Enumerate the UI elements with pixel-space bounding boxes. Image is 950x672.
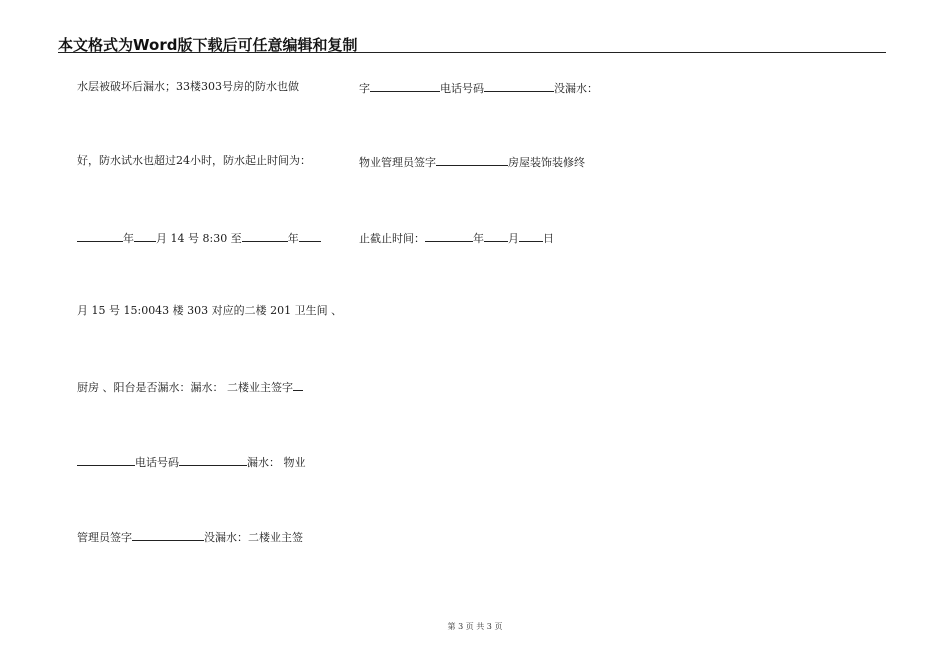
blank-deadline-year (425, 230, 473, 242)
left-line-5 (77, 379, 303, 395)
left-line-1 (77, 80, 299, 94)
deadline-year-label: 年 (473, 232, 484, 245)
blank-year-2 (242, 230, 288, 242)
phone-label-2: 电话号码 (440, 82, 484, 95)
right-line-2 (359, 154, 585, 170)
right-line-1-rest: 没漏水： (554, 82, 598, 95)
blank-year-1 (77, 230, 123, 242)
left-line-7-rest: 没漏水：二楼业主签 (204, 531, 303, 544)
left-line-3 (77, 230, 321, 246)
blank-deadline-month (484, 230, 508, 242)
left-line-6 (77, 454, 306, 470)
blank-manager-sign-2 (436, 154, 508, 166)
left-line-2 (77, 154, 311, 168)
document-header-title: 本文格式为Word版下载后可任意编辑和复制 (58, 36, 358, 54)
manager-sign-label-1: 管理员签字 (77, 531, 132, 544)
blank-deadline-day (519, 230, 543, 242)
right-line-1-char: 字 (359, 82, 370, 95)
blank-phone-2 (484, 80, 554, 92)
phone-label-1: 电话号码 (135, 456, 179, 469)
year-label-1: 年 (123, 232, 134, 245)
blank-manager-sign-1 (132, 529, 204, 541)
right-line-3 (359, 230, 554, 246)
left-line-5-text: 厨房 、阳台是否漏水：漏水： 二楼业主签字 (77, 381, 293, 394)
blank-month-1 (134, 230, 156, 242)
deadline-month-label: 月 (508, 232, 519, 245)
left-line-1-text: 水层被破坏后漏水；33楼303号房的防水也做 (77, 80, 299, 93)
blank-signature-2 (77, 454, 135, 466)
manager-sign-label-2: 物业管理员签字 (359, 156, 436, 169)
blank-phone-1 (179, 454, 247, 466)
left-line-2-text: 好，防水试水也超过24小时，防水起止时间为： (77, 154, 311, 167)
date-range-text: 月 14 号 8:30 至 (156, 232, 242, 245)
header-divider (58, 52, 886, 53)
deadline-label: 止截止时间： (359, 232, 425, 245)
blank-signature-3 (370, 80, 440, 92)
right-line-2-rest: 房屋装饰装修终 (508, 156, 585, 169)
page-footer: 第 3 页 共 3 页 (447, 622, 503, 631)
deadline-day-label: 日 (543, 232, 554, 245)
blank-signature-1 (293, 379, 303, 391)
year-label-2: 年 (287, 232, 299, 245)
left-line-6-rest: 漏水： 物业 (247, 456, 306, 469)
left-line-4 (77, 304, 342, 318)
left-line-4-text: 月 15 号 15:0043 楼 303 对应的二楼 201 卫生间 、 (77, 304, 343, 317)
right-line-1 (359, 80, 598, 96)
left-line-7 (77, 529, 303, 545)
blank-month-2 (299, 230, 321, 242)
